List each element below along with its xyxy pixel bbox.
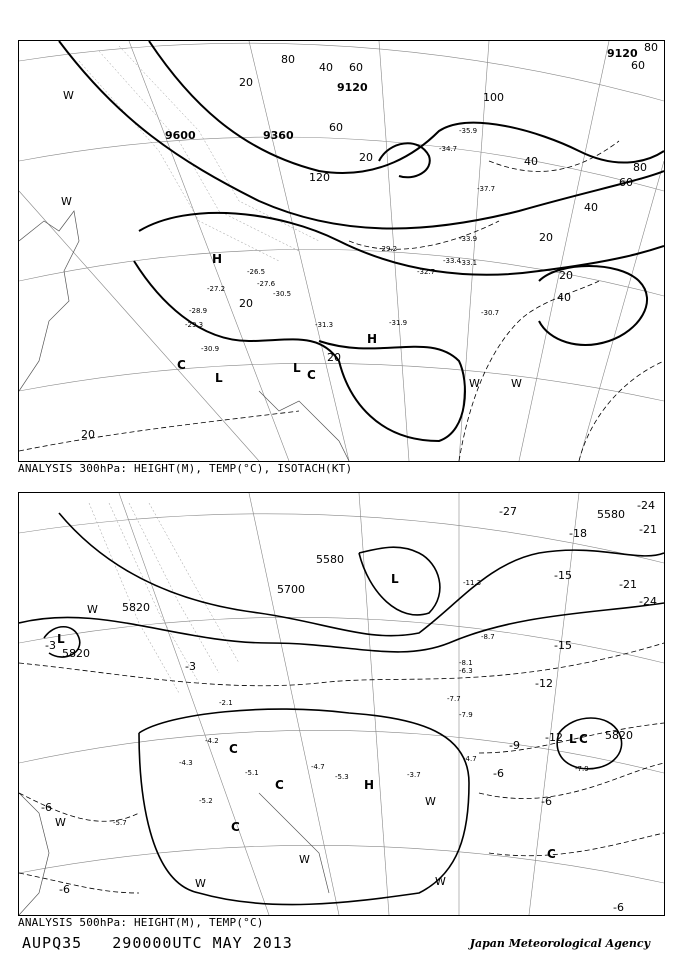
isotach-label: 60 <box>631 59 645 72</box>
warm-center: W <box>63 89 74 102</box>
isotach-label: 20 <box>359 151 373 164</box>
station-temp: -11.3 <box>463 579 482 587</box>
high-center: H <box>367 332 378 346</box>
temperature-contours <box>19 643 664 893</box>
hatched-area <box>79 46 319 261</box>
warm-center: W <box>299 853 310 866</box>
temp-label: -24 <box>639 595 657 608</box>
station-temp: -30.9 <box>201 345 220 353</box>
isotach-label: 60 <box>349 61 363 74</box>
station-temp: -27.6 <box>257 280 276 288</box>
low-center: L <box>215 371 223 385</box>
low-center: L <box>569 732 577 746</box>
isotach-label: 100 <box>483 91 504 104</box>
warm-center: W <box>511 377 522 390</box>
temp-label: -9 <box>509 739 520 752</box>
warm-center: W <box>87 603 98 616</box>
warm-center: W <box>195 877 206 890</box>
map-500hpa-canvas <box>19 493 664 915</box>
station-temp: -6.3 <box>459 667 473 675</box>
cold-center: C <box>307 368 316 382</box>
height-labels <box>165 47 638 142</box>
temp-label: -3 <box>185 660 196 673</box>
isotach-label: 80 <box>644 41 658 54</box>
station-temp: -28.9 <box>189 307 208 315</box>
temp-label: -6 <box>59 883 70 896</box>
station-temp: -33.1 <box>459 259 478 267</box>
warm-center: W <box>55 816 66 829</box>
map-300hpa <box>18 40 665 462</box>
station-temp: -7.7 <box>447 695 461 703</box>
warm-center: W <box>61 195 72 208</box>
chart-code: AUPQ35 <box>22 934 83 952</box>
isotach-label: 60 <box>329 121 343 134</box>
isotach-label: 40 <box>524 155 538 168</box>
low-center: L <box>391 572 399 586</box>
isotach-label: 20 <box>239 297 253 310</box>
station-temp: -4.7 <box>311 763 325 771</box>
station-temp: -7.9 <box>459 711 473 719</box>
station-temp: -3.7 <box>407 771 421 779</box>
chart-datetime: 290000UTC MAY 2013 <box>112 934 293 952</box>
low-center: L <box>293 361 301 375</box>
height-label: 5820 <box>62 647 90 660</box>
height-label: 9120 <box>607 47 638 60</box>
hatched-area <box>89 503 239 693</box>
temp-label: -21 <box>639 523 657 536</box>
station-temp: -8.7 <box>481 633 495 641</box>
pressure-centers <box>57 572 588 861</box>
isotach-label: 40 <box>557 291 571 304</box>
isotach-label: 80 <box>281 53 295 66</box>
height-label: 5580 <box>597 508 625 521</box>
station-temp: -29.2 <box>379 245 398 253</box>
station-temp: -7.9 <box>575 765 589 773</box>
temp-label: -18 <box>569 527 587 540</box>
temp-labels <box>41 499 657 914</box>
agency-name: Japan Meteorological Agency <box>469 937 650 950</box>
height-label: 9600 <box>165 129 196 142</box>
high-center: H <box>364 778 375 792</box>
temp-label: -21 <box>619 578 637 591</box>
high-center: H <box>212 252 223 266</box>
temp-label: -3 <box>45 639 56 652</box>
cold-center: C <box>579 732 588 746</box>
station-temp: -8.1 <box>459 659 473 667</box>
station-temp: -32.7 <box>417 268 436 276</box>
temp-label: -12 <box>535 677 553 690</box>
isotach-label: 20 <box>81 428 95 441</box>
station-temp: -5.1 <box>245 769 259 777</box>
station-temp: -4.2 <box>205 737 219 745</box>
station-temp: -30.7 <box>481 309 500 317</box>
height-labels <box>62 508 633 742</box>
height-label: 5820 <box>122 601 150 614</box>
isotach-label: 20 <box>327 351 341 364</box>
station-temp: -4.3 <box>179 759 193 767</box>
station-temp: -5.3 <box>335 773 349 781</box>
station-temp: -4.7 <box>463 755 477 763</box>
isotach-label: 60 <box>619 176 633 189</box>
isotach-label: 80 <box>633 161 647 174</box>
temp-label: -6 <box>613 901 624 914</box>
map-300hpa-canvas <box>19 41 664 461</box>
warm-center: W <box>469 377 480 390</box>
coastline <box>19 793 329 915</box>
cold-center: C <box>177 358 186 372</box>
station-temp: -5.7 <box>113 819 127 827</box>
isotach-label: 40 <box>584 201 598 214</box>
height-label: 9120 <box>337 81 368 94</box>
isotach-labels <box>81 41 658 441</box>
temp-label: -15 <box>554 639 572 652</box>
height-label: 5580 <box>316 553 344 566</box>
isotach-label: 40 <box>319 61 333 74</box>
station-temp: -35.9 <box>459 127 478 135</box>
station-temps <box>113 579 589 827</box>
station-temp: -29.3 <box>185 321 204 329</box>
station-temp: -30.5 <box>273 290 292 298</box>
height-label: 5820 <box>605 729 633 742</box>
cold-center: C <box>231 820 240 834</box>
station-temp: -2.1 <box>219 699 233 707</box>
station-temp: -33.9 <box>459 235 478 243</box>
station-temp: -31.3 <box>315 321 334 329</box>
low-center: L <box>57 632 65 646</box>
map-500hpa <box>18 492 665 916</box>
temp-label: -6 <box>493 767 504 780</box>
pressure-centers <box>177 252 377 385</box>
station-temp: -26.5 <box>247 268 266 276</box>
temp-label: -24 <box>637 499 655 512</box>
isotach-label: 20 <box>559 269 573 282</box>
station-temp: -31.9 <box>389 319 408 327</box>
warm-center: W <box>435 875 446 888</box>
station-temp: -37.7 <box>477 185 496 193</box>
chart-identifier <box>22 934 293 952</box>
height-label: 9360 <box>263 129 294 142</box>
height-contours <box>59 41 664 441</box>
temp-label: -6 <box>41 801 52 814</box>
isotach-label: 20 <box>239 76 253 89</box>
cold-center: C <box>275 778 284 792</box>
station-temp: -34.7 <box>439 145 458 153</box>
temp-label: -12 <box>545 731 563 744</box>
height-label: 5700 <box>277 583 305 596</box>
coastline <box>19 211 349 461</box>
temp-label: -27 <box>499 505 517 518</box>
temp-label: -15 <box>554 569 572 582</box>
caption-500hpa: ANALYSIS 500hPa: HEIGHT(M), TEMP(°C) <box>18 916 264 929</box>
cold-center: C <box>229 742 238 756</box>
station-temp: -27.2 <box>207 285 226 293</box>
isotach-label: 120 <box>309 171 330 184</box>
isotach-label: 20 <box>539 231 553 244</box>
cold-center: C <box>547 847 556 861</box>
warm-center: W <box>425 795 436 808</box>
caption-300hpa: ANALYSIS 300hPa: HEIGHT(M), TEMP(°C), ISOTACH(KT) <box>18 462 353 475</box>
station-temp: -33.4 <box>443 257 462 265</box>
station-temp: -5.2 <box>199 797 213 805</box>
temp-label: -6 <box>541 795 552 808</box>
